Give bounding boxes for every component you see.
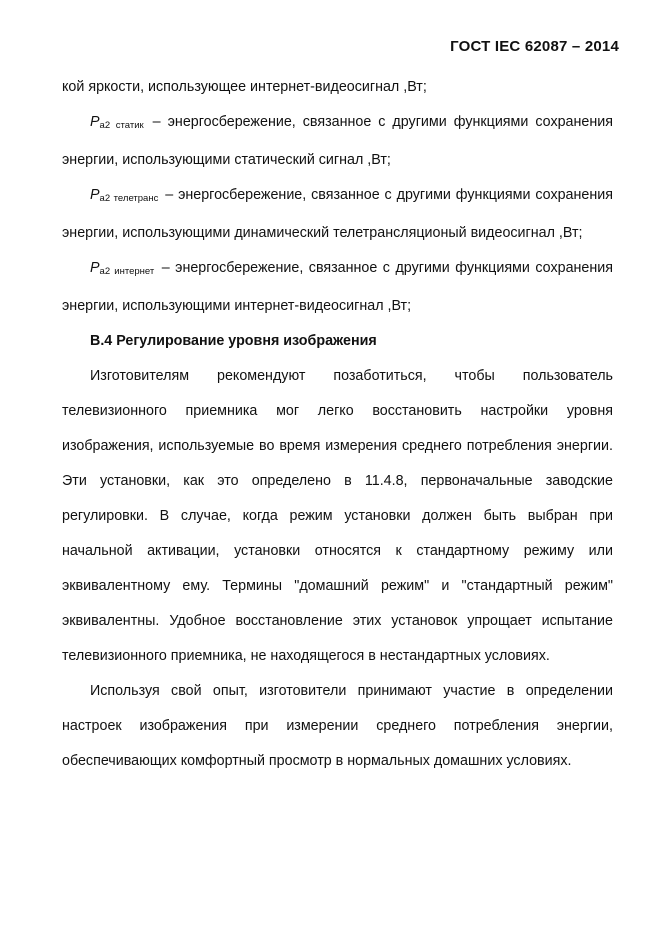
section-heading: B.4 Регулирование уровня изображения [90,333,377,349]
symbol-subscript: a2 интернет [99,266,155,277]
document-standard-header: ГОСТ IEC 62087 – 2014 [450,38,619,55]
symbol-p: P [90,187,100,203]
body-paragraph: Изготовителям рекомендуют позаботиться, чтобы пользователь телевизионного приемника мог легко восстановить настройки уровня изображения, используемые во время измерения среднего потребления энергии. Эти установки, как это определено в 11.4.8, первоначальные заводские регулировки. В случае, когда режим установки должен быть выбран при начальной активации, установки относятся к стандартному режиму или эквивалентному ему. Термины "домашний режим" и "стандартный режим" эквивалентны. Удобное восстановление этих установок упрощает испытание телевизионного приемника, не находящегося в нестандартных условиях. [62,368,613,664]
definition-text: – энергосбережение, связанное с другими функциями сохранения энергии, использующими интернет-видеосигнал ,Вт; [62,260,613,314]
symbol-subscript: a2 телетранс [99,193,159,204]
continuation-line: кой яркости, использующее интернет-видеосигнал ,Вт; [62,79,427,95]
body-paragraph: Используя свой опыт, изготовители принимают участие в определении настроек изображения при измерении среднего потребления энергии, обеспечивающих комфортный просмотр в нормальных домашних условиях. [62,683,613,769]
definition-p-a2-static [62,105,613,178]
symbol-p: P [90,114,100,130]
definition-text: – энергосбережение, связанное с другими функциями сохранения энергии, использующими динамический телетрансляционый видеосигнал ,Вт; [62,187,613,241]
symbol-subscript: a2 статик [99,120,144,131]
definition-p-a2-internet [62,251,613,324]
symbol-p: P [90,260,100,276]
definition-p-a2-broadcast [62,178,613,251]
definition-text: – энергосбережение, связанное с другими функциями сохранения энергии, использующими статический сигнал ,Вт; [62,114,613,168]
document-body [62,70,613,779]
